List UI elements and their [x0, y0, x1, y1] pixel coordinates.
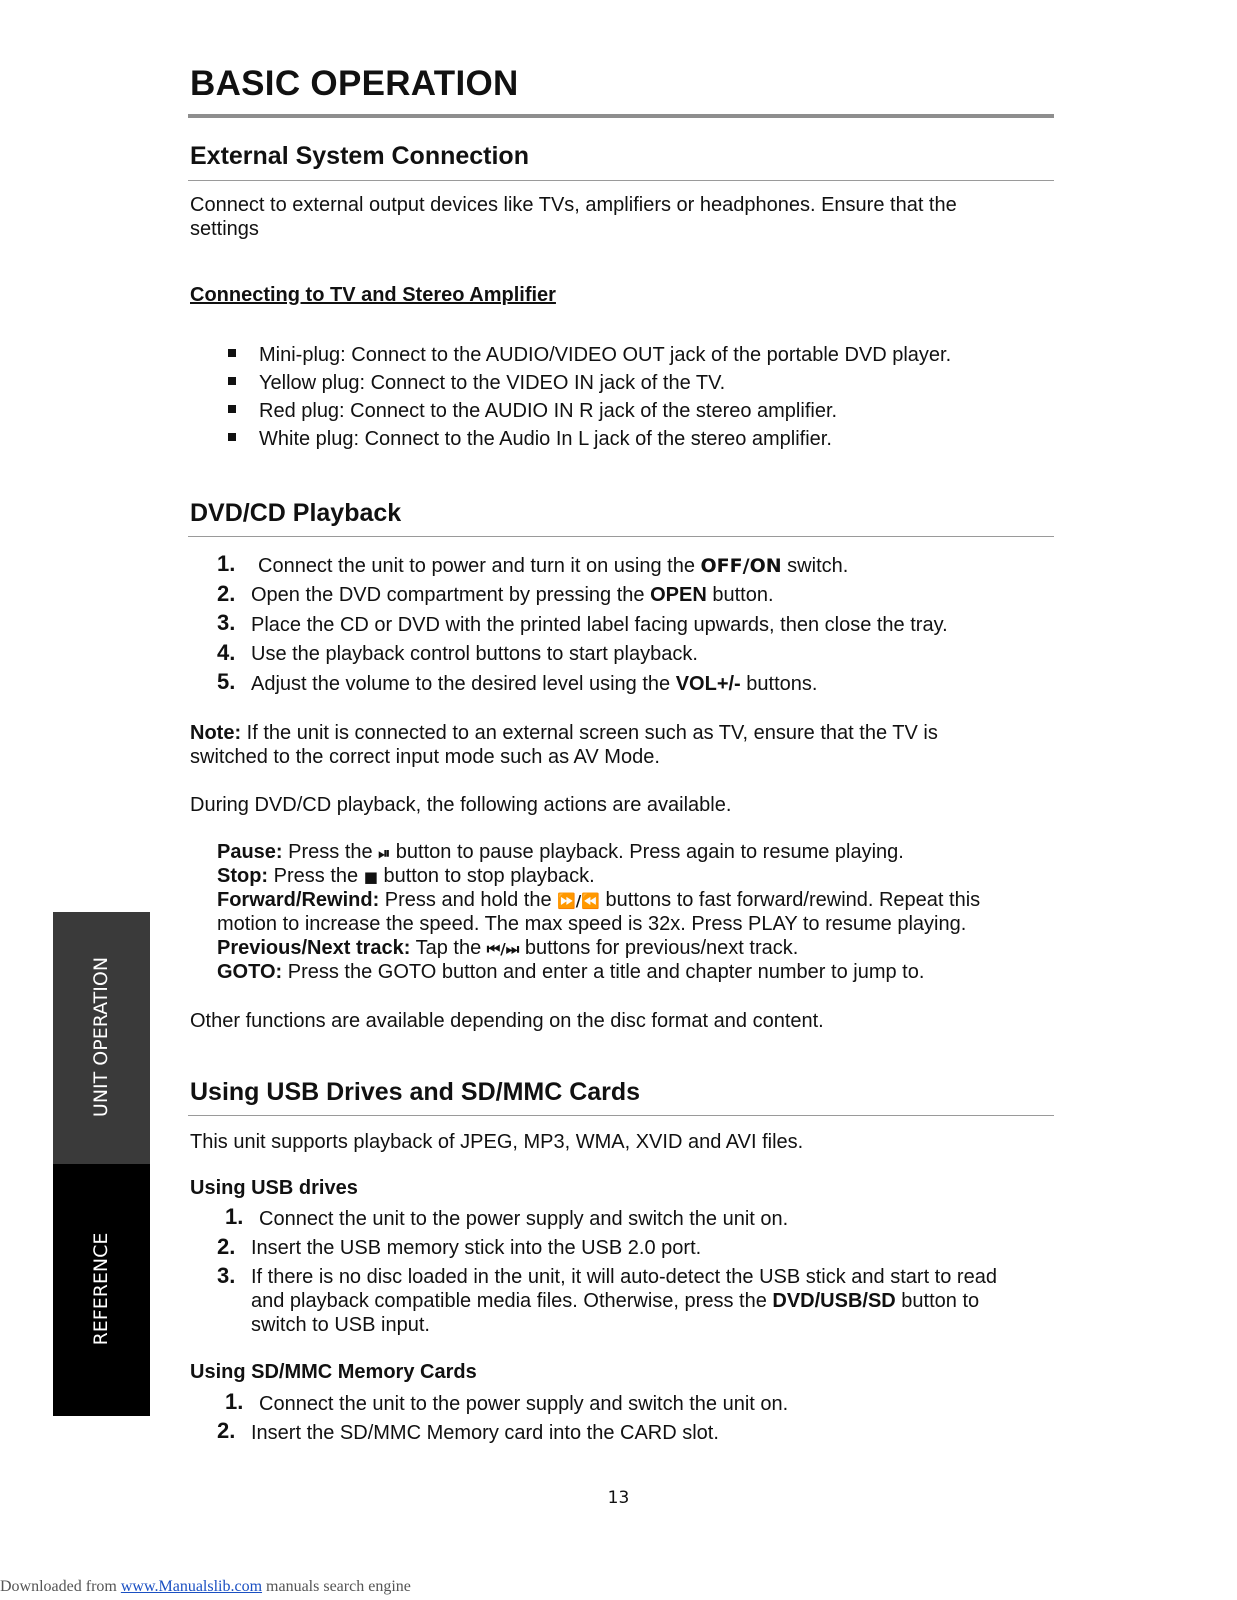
- bullet-marker: [228, 349, 236, 357]
- section-heading-playback: DVD/CD Playback: [190, 499, 402, 527]
- step-text: Place the CD or DVD with the printed label facing upwards, then close the tray.: [251, 614, 948, 636]
- play-pause-icon: ⏯: [378, 844, 391, 862]
- action-forward-rewind: Forward/Rewind: Press and hold the ⏩/⏪ buttons to fast forward/rewind. Repeat this: [217, 889, 981, 911]
- action-goto: GOTO: Press the GOTO button and enter a title and chapter number to jump to.: [217, 961, 925, 983]
- stop-icon: ■: [363, 868, 378, 886]
- side-tab-label: REFERENCE: [90, 1232, 112, 1346]
- bullet-marker: [228, 405, 236, 413]
- step-text: Connect the unit to the power supply and switch the unit on.: [259, 1393, 789, 1415]
- list-item: Red plug: Connect to the AUDIO IN R jack of the stereo amplifier.: [259, 400, 838, 422]
- section-rule: [188, 1115, 1054, 1116]
- action-previous-next: Previous/Next track: Tap the ⏮/⏭ buttons for previous/next track.: [217, 937, 799, 959]
- action-pause: Pause: Press the ⏯ button to pause playback. Press again to resume playing.: [217, 841, 904, 863]
- step-number: 1.: [225, 1204, 244, 1229]
- page-number: 13: [607, 1488, 630, 1508]
- step-number: 2.: [217, 581, 236, 606]
- section-heading-usb: Using USB Drives and SD/MMC Cards: [190, 1078, 641, 1106]
- list-item: White plug: Connect to the Audio In L jack of the stereo amplifier.: [259, 428, 832, 450]
- bullet-marker: [228, 433, 236, 441]
- note-paragraph: switched to the correct input mode such as AV Mode.: [190, 746, 660, 768]
- paragraph: This unit supports playback of JPEG, MP3, WMA, XVID and AVI files.: [190, 1131, 804, 1153]
- step-number: 2.: [217, 1418, 236, 1443]
- fast-forward-rewind-icon: ⏩/⏪: [557, 892, 600, 910]
- step-text: and playback compatible media files. Otherwise, press the DVD/USB/SD button to: [251, 1290, 980, 1312]
- subheading-usb-drives: Using USB drives: [190, 1177, 358, 1199]
- subheading-tv-amplifier: Connecting to TV and Stereo Amplifier: [190, 284, 556, 306]
- action-forward-rewind-cont: motion to increase the speed. The max speed is 32x. Press PLAY to resume playing.: [217, 913, 967, 935]
- title-rule: [188, 114, 1054, 118]
- action-stop: Stop: Press the ■ button to stop playback.: [217, 865, 595, 887]
- page-title: BASIC OPERATION: [190, 64, 519, 103]
- footer: Downloaded from www.Manualslib.com manuals search engine: [0, 1578, 411, 1595]
- paragraph: Other functions are available depending on the disc format and content.: [190, 1010, 824, 1032]
- footer-link[interactable]: www.Manualslib.com: [120, 1578, 263, 1595]
- step-number: 1.: [225, 1389, 244, 1414]
- step-number: 1.: [217, 551, 236, 576]
- step-text: Use the playback control buttons to start playback.: [251, 643, 698, 665]
- list-item: Yellow plug: Connect to the VIDEO IN jack of the TV.: [259, 372, 726, 394]
- list-item: Mini-plug: Connect to the AUDIO/VIDEO OUT jack of the portable DVD player.: [259, 344, 952, 366]
- step-text: switch to USB input.: [251, 1314, 430, 1336]
- step-number: 4.: [217, 640, 236, 665]
- section-heading-external: External System Connection: [190, 142, 529, 170]
- step-text: Connect the unit to the power supply and switch the unit on.: [259, 1208, 789, 1230]
- note-paragraph: Note: If the unit is connected to an external screen such as TV, ensure that the TV is: [190, 722, 938, 744]
- bullet-marker: [228, 377, 236, 385]
- section-rule: [188, 536, 1054, 537]
- side-tab-reference: [53, 1164, 150, 1416]
- step-text: Insert the USB memory stick into the USB 2.0 port.: [251, 1237, 702, 1259]
- subheading-sd-cards: Using SD/MMC Memory Cards: [190, 1361, 477, 1383]
- step-text: Insert the SD/MMC Memory card into the CARD slot.: [251, 1422, 719, 1444]
- step-number: 5.: [217, 669, 236, 694]
- step-text: Adjust the volume to the desired level using the VOL+/- buttons.: [251, 673, 818, 695]
- step-text: Connect the unit to power and turn it on using the OFF/ON switch.: [258, 555, 849, 577]
- previous-next-icon: ⏮/⏭: [486, 940, 520, 958]
- section-rule: [188, 180, 1054, 181]
- side-tab-unit-operation: [53, 912, 150, 1164]
- side-tab-label: UNIT OPERATION: [90, 956, 112, 1118]
- step-number: 3.: [217, 1263, 236, 1288]
- step-number: 2.: [217, 1234, 236, 1259]
- step-text: Open the DVD compartment by pressing the OPEN button.: [251, 584, 774, 606]
- paragraph: Connect to external output devices like TVs, amplifiers or headphones. Ensure that the: [190, 194, 957, 216]
- paragraph: During DVD/CD playback, the following actions are available.: [190, 794, 732, 816]
- step-text: If there is no disc loaded in the unit, it will auto-detect the USB stick and start to read: [251, 1266, 997, 1288]
- paragraph: settings: [190, 218, 259, 240]
- step-number: 3.: [217, 610, 236, 635]
